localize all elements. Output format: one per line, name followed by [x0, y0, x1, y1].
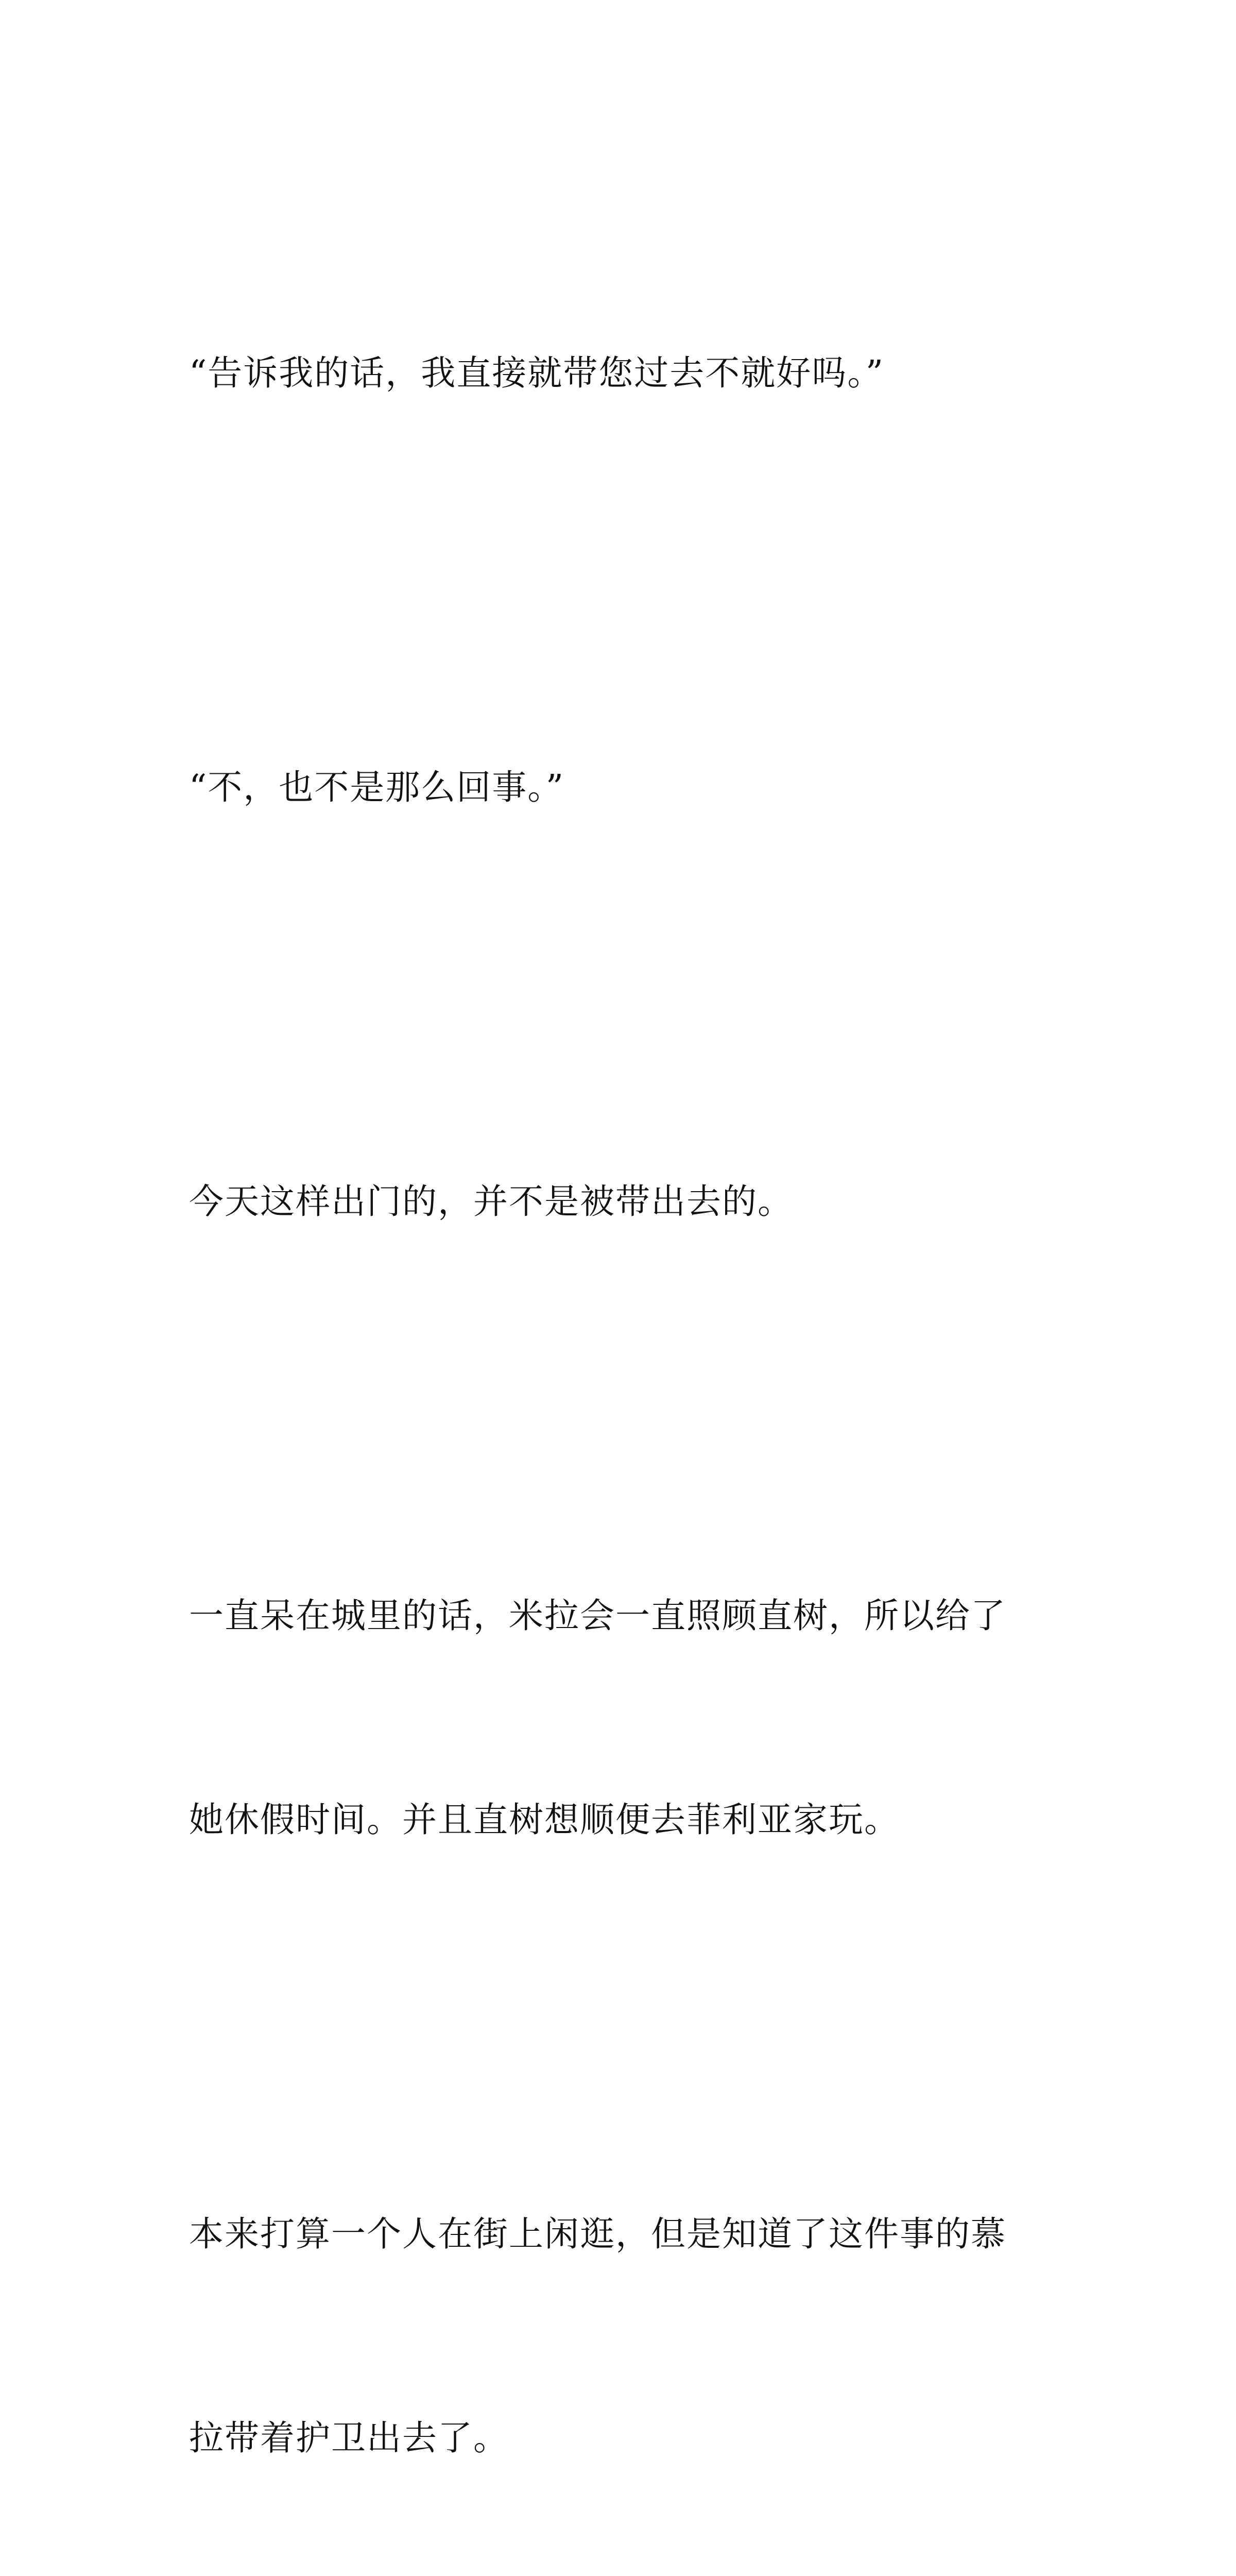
text-line: 她休假时间。并且直树想顺便去菲利亚家玩。 [189, 1800, 900, 1840]
text-line: “不，也不是那么回事。” [189, 767, 565, 807]
text-line: 今天这样出门的，并不是被带出去的。 [189, 1181, 793, 1222]
text-line: 拉带着护卫出去了。 [189, 2418, 509, 2458]
paragraph-2 [189, 617, 1065, 957]
text-line: 本来打算一个人在街上闲逛，但是知道了这件事的慕 [189, 2214, 1006, 2254]
paragraph-4 [189, 1446, 1065, 1990]
body-text [189, 203, 1065, 2576]
text-line: 一直呆在城里的话，米拉会一直照顾直树，所以给了 [189, 1596, 1006, 1636]
text-line: “告诉我的话，我直接就带您过去不就好吗。” [189, 353, 885, 393]
paragraph-5 [189, 2064, 1065, 2576]
paragraph-1 [189, 203, 1065, 543]
paragraph-3 [189, 1031, 1065, 1371]
